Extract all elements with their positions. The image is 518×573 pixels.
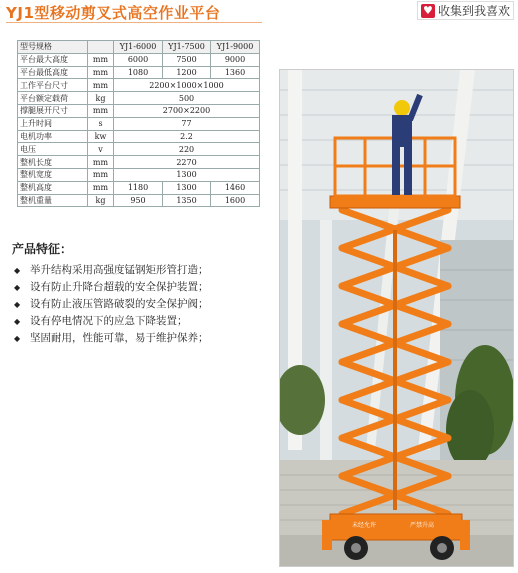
row-value: 1460 bbox=[211, 181, 260, 194]
row-label: 平台最大高度 bbox=[18, 53, 88, 66]
table-row bbox=[18, 117, 260, 130]
table-header-cell: YJ1-9000 bbox=[211, 41, 260, 54]
row-value-merged: 2270 bbox=[114, 156, 260, 169]
base-label-left: 未经允许 bbox=[352, 522, 377, 529]
table-row bbox=[18, 53, 260, 66]
list-item: ◆ 坚固耐用，性能可靠，易于维护保养； bbox=[14, 330, 209, 347]
row-value: 950 bbox=[114, 194, 163, 207]
table-header-cell: YJ1-7500 bbox=[163, 41, 211, 54]
table-row bbox=[18, 194, 260, 207]
row-value-merged: 77 bbox=[114, 117, 260, 130]
row-unit: v bbox=[88, 143, 114, 156]
row-value-merged: 2700×2200 bbox=[114, 104, 260, 117]
table-header-row bbox=[18, 41, 260, 54]
row-label: 平台额定载荷 bbox=[18, 92, 88, 105]
row-unit: mm bbox=[88, 53, 114, 66]
row-unit: kw bbox=[88, 130, 114, 143]
row-unit: mm bbox=[88, 66, 114, 79]
table-row bbox=[18, 104, 260, 117]
row-value: 1200 bbox=[163, 66, 211, 79]
table-row bbox=[18, 181, 260, 194]
row-value: 9000 bbox=[211, 53, 260, 66]
list-item: ◆ 举升结构采用高强度锰钢矩形管打造； bbox=[14, 262, 209, 279]
table-row bbox=[18, 168, 260, 181]
diamond-bullet-icon: ◆ bbox=[14, 283, 21, 292]
row-label: 整机重量 bbox=[18, 194, 88, 207]
table-header-cell: 型号规格 bbox=[18, 41, 88, 54]
favorite-button[interactable] bbox=[417, 1, 514, 20]
row-value: 6000 bbox=[114, 53, 163, 66]
row-unit: kg bbox=[88, 92, 114, 105]
table-header-cell bbox=[88, 41, 114, 54]
spec-table bbox=[17, 40, 260, 207]
row-value-merged: 1300 bbox=[114, 168, 260, 181]
row-value-merged: 2200×1000×1000 bbox=[114, 79, 260, 92]
diamond-bullet-icon: ◆ bbox=[14, 317, 21, 326]
diamond-bullet-icon: ◆ bbox=[14, 334, 21, 343]
row-label: 平台最低高度 bbox=[18, 66, 88, 79]
row-label: 整机高度 bbox=[18, 181, 88, 194]
row-value: 1600 bbox=[211, 194, 260, 207]
table-row bbox=[18, 143, 260, 156]
row-value: 1080 bbox=[114, 66, 163, 79]
table-row bbox=[18, 130, 260, 143]
row-value-merged: 500 bbox=[114, 92, 260, 105]
list-item: ◆ 设有防止液压管路破裂的安全保护阀； bbox=[14, 296, 209, 313]
diamond-bullet-icon: ◆ bbox=[14, 266, 21, 275]
title-underline bbox=[6, 22, 262, 23]
list-item: ◆ 设有防止升降台超载的安全保护装置； bbox=[14, 279, 209, 296]
scissor-lift-illustration bbox=[280, 70, 513, 566]
row-unit: mm bbox=[88, 168, 114, 181]
table-row bbox=[18, 66, 260, 79]
row-value: 1300 bbox=[163, 181, 211, 194]
table-header-cell: YJ1-6000 bbox=[114, 41, 163, 54]
row-label: 上升时间 bbox=[18, 117, 88, 130]
row-label: 整机长度 bbox=[18, 156, 88, 169]
row-label: 电机功率 bbox=[18, 130, 88, 143]
row-value: 1180 bbox=[114, 181, 163, 194]
product-photo bbox=[279, 69, 514, 567]
row-label: 整机宽度 bbox=[18, 168, 88, 181]
page-title: YJ1型移动剪叉式高空作业平台 bbox=[6, 4, 221, 22]
table-row bbox=[18, 156, 260, 169]
table-row bbox=[18, 79, 260, 92]
features-list bbox=[14, 262, 209, 347]
row-value-merged: 220 bbox=[114, 143, 260, 156]
features-title: 产品特征： bbox=[12, 242, 73, 256]
row-label: 工作平台尺寸 bbox=[18, 79, 88, 92]
list-item: ◆ 设有停电情况下的应急下降装置； bbox=[14, 313, 209, 330]
row-unit: mm bbox=[88, 156, 114, 169]
row-label: 撑腿展开尺寸 bbox=[18, 104, 88, 117]
row-value: 1360 bbox=[211, 66, 260, 79]
favorite-label: 收集到我喜欢 bbox=[437, 4, 510, 18]
row-value: 1350 bbox=[163, 194, 211, 207]
row-unit: mm bbox=[88, 79, 114, 92]
row-unit: s bbox=[88, 117, 114, 130]
row-unit: mm bbox=[88, 104, 114, 117]
row-value-merged: 2.2 bbox=[114, 130, 260, 143]
base-label-right: 严禁升高 bbox=[410, 522, 435, 529]
row-unit: kg bbox=[88, 194, 114, 207]
row-value: 7500 bbox=[163, 53, 211, 66]
table-row bbox=[18, 92, 260, 105]
row-label: 电压 bbox=[18, 143, 88, 156]
heart-icon: ♥ bbox=[421, 4, 435, 18]
row-unit: mm bbox=[88, 181, 114, 194]
diamond-bullet-icon: ◆ bbox=[14, 300, 21, 309]
